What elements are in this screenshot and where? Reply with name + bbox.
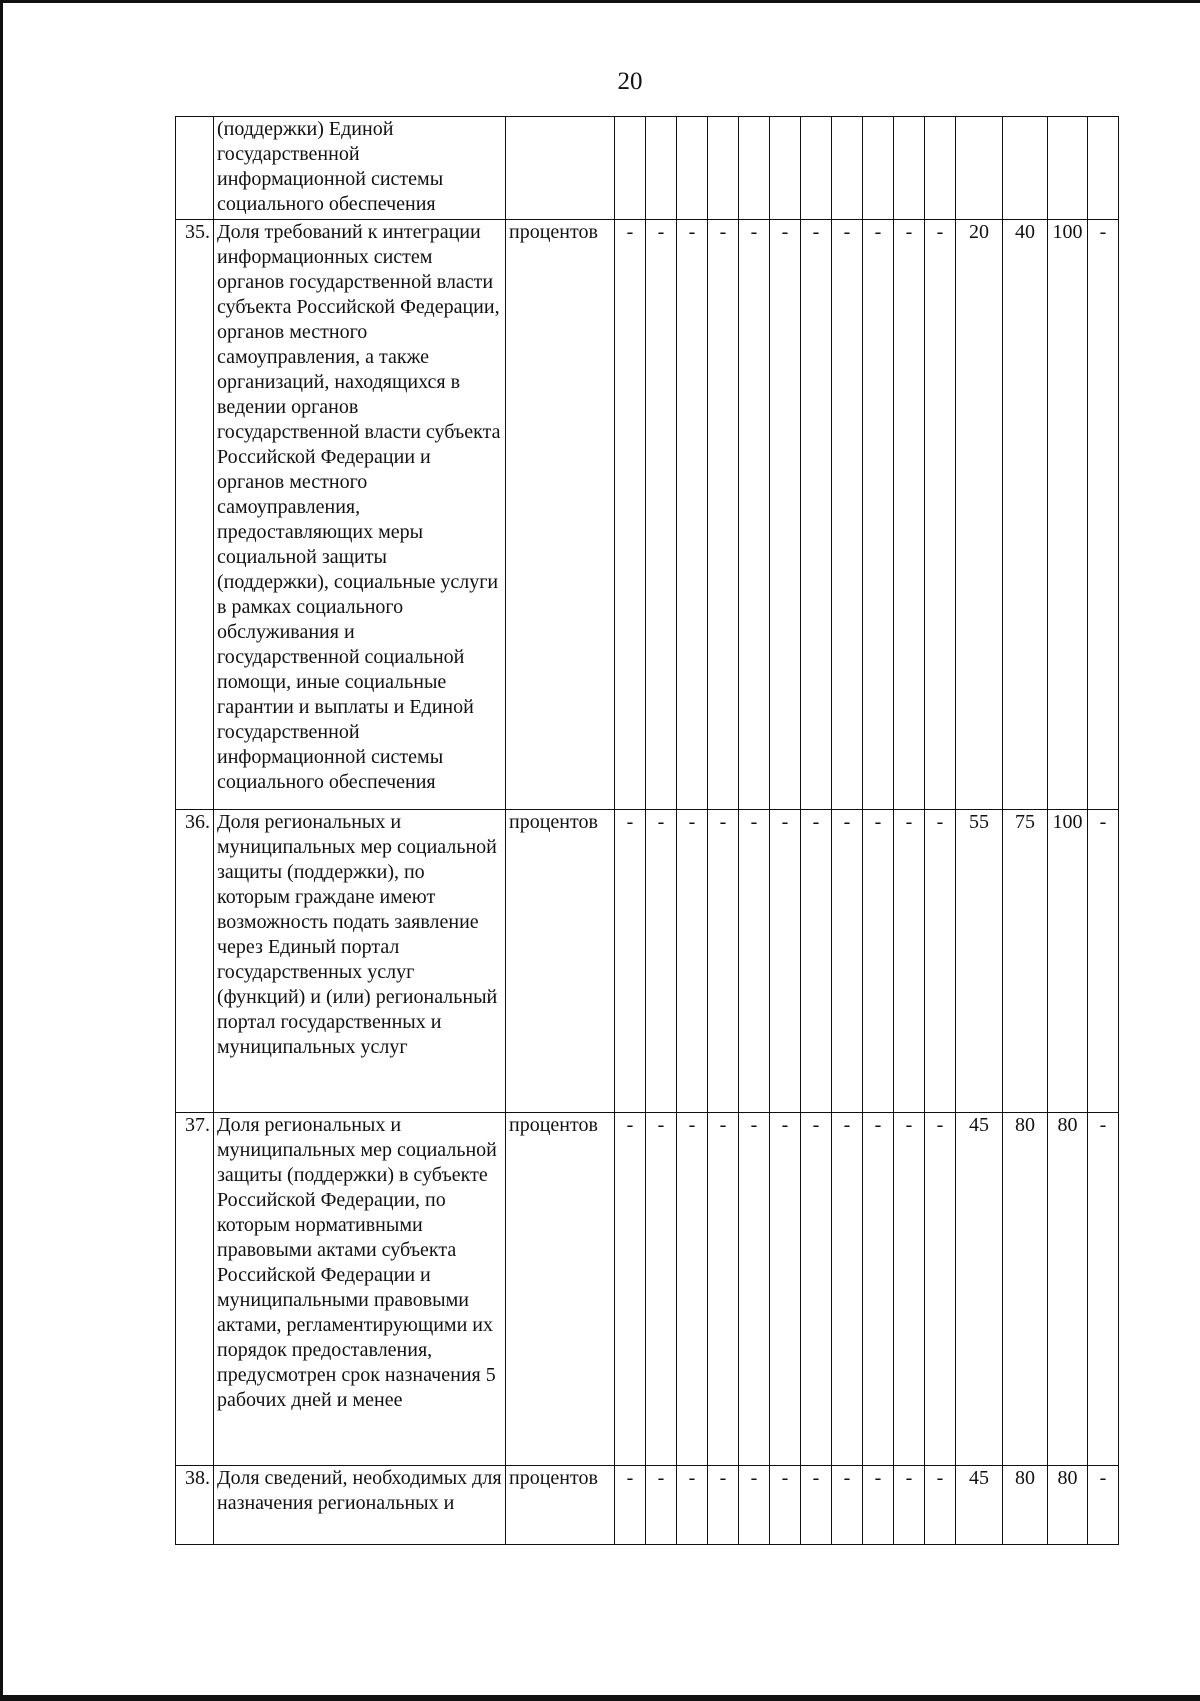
- table-row: [176, 810, 1119, 1113]
- value-cell: -: [646, 220, 677, 810]
- value-cell: -: [615, 220, 646, 810]
- value-cell: -: [801, 810, 832, 1113]
- table-row: [176, 1466, 1119, 1545]
- page-number: 20: [617, 68, 643, 95]
- value-cell: [894, 117, 925, 220]
- value-cell: 100: [1048, 220, 1088, 810]
- value-cell: [739, 117, 770, 220]
- value-cell: -: [739, 220, 770, 810]
- value-cell: [925, 117, 956, 220]
- value-cell: -: [770, 1466, 801, 1545]
- value-cell: -: [615, 1113, 646, 1466]
- value-cell: -: [615, 1466, 646, 1545]
- value-cell: [956, 117, 1003, 220]
- value-cell: -: [894, 1466, 925, 1545]
- value-cell: -: [646, 1113, 677, 1466]
- table-row: [176, 117, 1119, 220]
- value-cell: 80: [1048, 1466, 1088, 1545]
- value-cell: -: [925, 220, 956, 810]
- value-cell: -: [708, 810, 739, 1113]
- value-cell: -: [646, 810, 677, 1113]
- value-cell: -: [863, 1466, 894, 1545]
- indicator-name-cell: Доля региональных и муниципальных мер социальной защиты (поддержки), по которым граждане имеют возможность подать заявление через Единый портал государственных услуг (функций) и (или) региональный портал государственных и муниципальных услуг: [214, 810, 506, 1113]
- value-cell: -: [925, 810, 956, 1113]
- value-cell: -: [615, 810, 646, 1113]
- value-cell: [615, 117, 646, 220]
- value-cell: 40: [1003, 220, 1048, 810]
- value-cell: 45: [956, 1466, 1003, 1545]
- value-cell: -: [677, 810, 708, 1113]
- table-row: [176, 220, 1119, 810]
- value-cell: -: [1088, 220, 1119, 810]
- indicator-name-cell: (поддержки) Единой государственной информационной системы социального обеспечения: [214, 117, 506, 220]
- value-cell: [1088, 117, 1119, 220]
- unit-cell: процентов: [506, 1113, 615, 1466]
- value-cell: 45: [956, 1113, 1003, 1466]
- table-row: [176, 1113, 1119, 1466]
- value-cell: [1003, 117, 1048, 220]
- indicator-name-cell: Доля региональных и муниципальных мер социальной защиты (поддержки) в субъекте Российской Федерации, по которым нормативными правовыми актами субъекта Российской Федерации и муниципальными правовыми актами, регламентирующими их порядок предоставления, предусмотрен срок назначения 5 рабочих дней и менее: [214, 1113, 506, 1466]
- value-cell: 75: [1003, 810, 1048, 1113]
- value-cell: [646, 117, 677, 220]
- value-cell: -: [1088, 810, 1119, 1113]
- value-cell: -: [925, 1466, 956, 1545]
- unit-cell: процентов: [506, 1466, 615, 1545]
- value-cell: -: [708, 220, 739, 810]
- value-cell: -: [832, 220, 863, 810]
- value-cell: -: [770, 220, 801, 810]
- value-cell: -: [832, 1466, 863, 1545]
- value-cell: -: [894, 810, 925, 1113]
- row-number-cell: 38.: [176, 1466, 214, 1545]
- value-cell: [677, 117, 708, 220]
- value-cell: [863, 117, 894, 220]
- row-number-cell: [176, 117, 214, 220]
- value-cell: -: [708, 1113, 739, 1466]
- value-cell: [770, 117, 801, 220]
- value-cell: 20: [956, 220, 1003, 810]
- value-cell: 100: [1048, 810, 1088, 1113]
- value-cell: [832, 117, 863, 220]
- indicator-name-cell: Доля требований к интеграции информационных систем органов государственной власти субъекта Российской Федерации, органов местного самоуправления, а также организаций, находящихся в ведении органов государственной власти субъекта Российской Федерации и органов местного самоуправления, предоставляющих меры социальной защиты (поддержки), социальные услуги в рамках социального обслуживания и государственной социальной помощи, иные социальные гарантии и выплаты и Единой государственной информационной системы социального обеспечения: [214, 220, 506, 810]
- value-cell: -: [770, 810, 801, 1113]
- value-cell: 80: [1048, 1113, 1088, 1466]
- value-cell: -: [1088, 1466, 1119, 1545]
- value-cell: -: [863, 220, 894, 810]
- value-cell: [1048, 117, 1088, 220]
- value-cell: -: [1088, 1113, 1119, 1466]
- value-cell: -: [863, 810, 894, 1113]
- value-cell: -: [739, 1466, 770, 1545]
- value-cell: -: [770, 1113, 801, 1466]
- row-number-cell: 37.: [176, 1113, 214, 1466]
- value-cell: -: [646, 1466, 677, 1545]
- value-cell: -: [739, 810, 770, 1113]
- value-cell: -: [801, 1113, 832, 1466]
- value-cell: -: [677, 1466, 708, 1545]
- value-cell: -: [925, 1113, 956, 1466]
- value-cell: -: [677, 1113, 708, 1466]
- row-number-cell: 36.: [176, 810, 214, 1113]
- value-cell: -: [894, 1113, 925, 1466]
- indicators-table: [175, 116, 1119, 1545]
- row-number-cell: 35.: [176, 220, 214, 810]
- value-cell: -: [832, 810, 863, 1113]
- indicator-name-cell: Доля сведений, необходимых для назначения региональных и: [214, 1466, 506, 1545]
- unit-cell: [506, 117, 615, 220]
- value-cell: [801, 117, 832, 220]
- value-cell: [708, 117, 739, 220]
- value-cell: -: [739, 1113, 770, 1466]
- value-cell: -: [801, 1466, 832, 1545]
- value-cell: -: [894, 220, 925, 810]
- value-cell: 80: [1003, 1466, 1048, 1545]
- value-cell: -: [863, 1113, 894, 1466]
- value-cell: -: [832, 1113, 863, 1466]
- unit-cell: процентов: [506, 220, 615, 810]
- unit-cell: процентов: [506, 810, 615, 1113]
- value-cell: -: [677, 220, 708, 810]
- value-cell: 55: [956, 810, 1003, 1113]
- value-cell: -: [801, 220, 832, 810]
- value-cell: -: [708, 1466, 739, 1545]
- value-cell: 80: [1003, 1113, 1048, 1466]
